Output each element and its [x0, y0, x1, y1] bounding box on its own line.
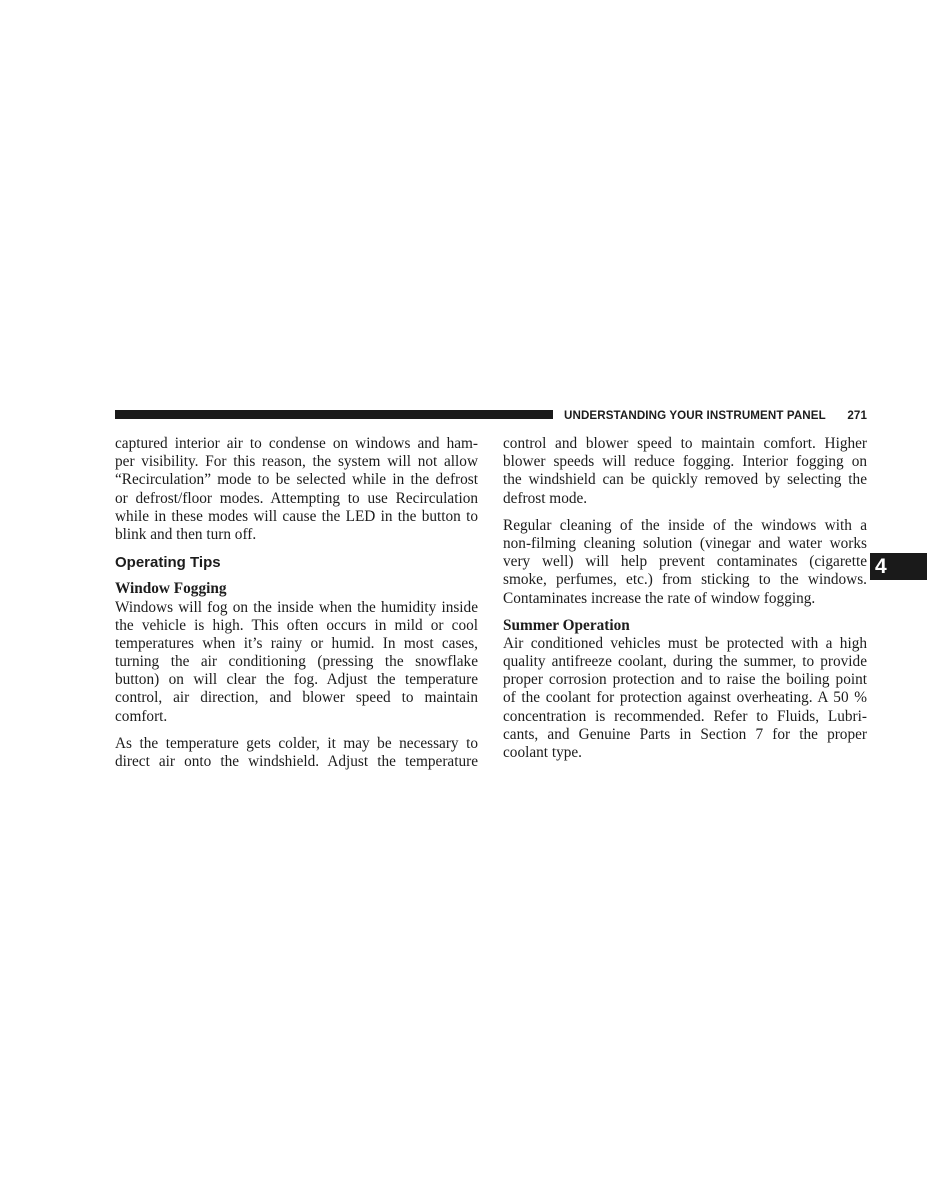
text-line: temperatures when it’s rainy or humid. In most cases, [115, 634, 478, 652]
text-line: the windshield can be quickly removed by selecting the [503, 471, 867, 489]
right-column [503, 435, 867, 762]
text-line: smoke, perfumes, etc.) from sticking to the windows. [503, 571, 867, 589]
page-number: 271 [847, 408, 867, 422]
text-line: cants, and Genuine Parts in Section 7 for the proper [503, 725, 867, 743]
text-line: blink and then turn off. [115, 525, 257, 543]
text-line: direct air onto the windshield. Adjust the temperature [115, 753, 478, 770]
paragraph-blower-speed [503, 435, 867, 508]
text-line: quality antifreeze coolant, during the summer, to provide [503, 653, 867, 671]
text-line: defrost mode. [503, 489, 588, 507]
heading-operating-tips: Operating Tips [115, 554, 221, 572]
chapter-tab: 4 [870, 553, 927, 580]
text-line: control and blower speed to maintain comfort. Higher [503, 435, 867, 452]
text-line: per visibility. For this reason, the system will not allow [115, 453, 478, 471]
text-line: turning the air conditioning (pressing the snowflake [115, 653, 478, 671]
paragraph-recirculation [115, 435, 478, 544]
left-column [115, 435, 478, 771]
text-line: coolant type. [503, 744, 583, 761]
text-line: very well) will help prevent contaminates (cigarette [503, 553, 867, 571]
text-line: comfort. [115, 707, 168, 725]
text-line: concentration is recommended. Refer to Fluids, Lubri- [503, 707, 867, 725]
paragraph-window-cleaning [503, 517, 867, 608]
text-line: Windows will fog on the inside when the humidity inside [115, 598, 478, 616]
text-line: Air conditioned vehicles must be protected with a high [503, 634, 867, 652]
text-line: of the coolant for protection against overheating. A 50 % [503, 689, 867, 707]
section-title: UNDERSTANDING YOUR INSTRUMENT PANEL [564, 408, 826, 422]
text-line: As the temperature gets colder, it may be necessary to [115, 734, 478, 752]
text-line: Contaminates increase the rate of window fogging. [503, 589, 816, 607]
header-rule [115, 410, 553, 419]
text-line: blower speeds will reduce fogging. Interior fogging on [503, 453, 867, 471]
text-line: “Recirculation” mode to be selected while in the defrost [115, 471, 478, 489]
heading-window-fogging: Window Fogging [115, 580, 227, 598]
text-line: proper corrosion protection and to raise the boiling point [503, 671, 867, 689]
page-header [564, 406, 867, 424]
text-line: the vehicle is high. This often occurs in mild or cool [115, 616, 478, 634]
paragraph-summer-operation [503, 635, 867, 762]
text-line: Regular cleaning of the inside of the windows with a [503, 516, 867, 534]
paragraph-window-fogging [115, 599, 478, 726]
text-line: or defrost/floor modes. Attempting to use Recirculation [115, 489, 478, 507]
text-line: captured interior air to condense on windows and ham- [115, 435, 478, 452]
text-line: non-filming cleaning solution (vinegar and water works [503, 534, 867, 552]
paragraph-colder-temperature [115, 735, 478, 771]
text-line: while in these modes will cause the LED in the button to [115, 507, 478, 525]
heading-summer-operation: Summer Operation [503, 616, 630, 634]
text-line: control, air direction, and blower speed to maintain [115, 689, 478, 707]
text-line: button) on will clear the fog. Adjust the temperature [115, 671, 478, 689]
